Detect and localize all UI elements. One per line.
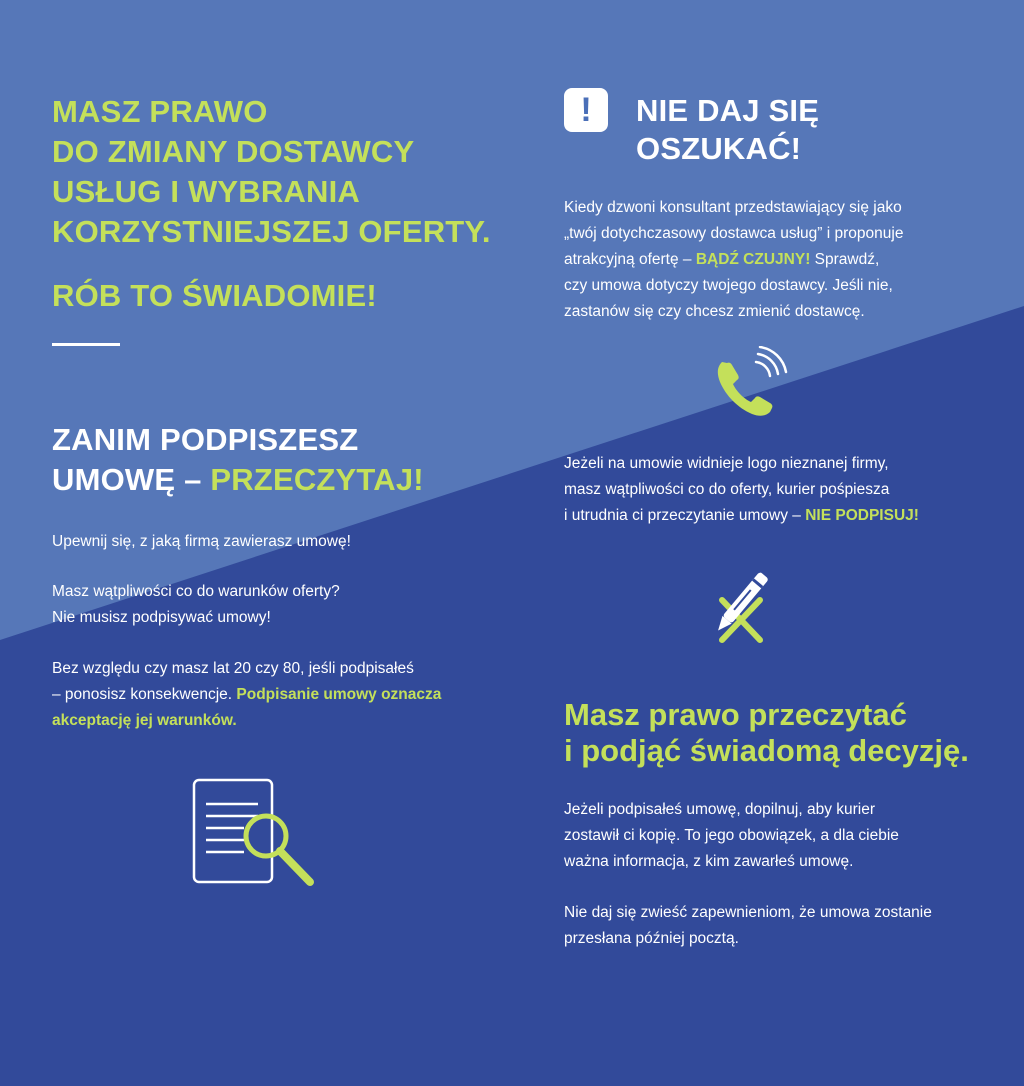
section-title — [52, 420, 424, 500]
slogan: RÓB TO ŚWIADOMIE! — [52, 278, 377, 313]
main-headline — [52, 92, 512, 252]
headline-line: MASZ PRAWO — [52, 94, 268, 129]
paragraph-plain: Sprawdź, — [814, 251, 880, 268]
paragraph-line: masz wątpliwości co do oferty, kurier pośpiesza — [564, 481, 890, 498]
section-title-green: PRZECZYTAJ! — [210, 462, 424, 497]
scam-title — [636, 92, 819, 168]
alert-icon: ! — [564, 88, 608, 132]
paragraph-line: czy umowa dotyczy twojego dostawcy. Jeśli nie, — [564, 277, 893, 294]
paragraph-line: Jeżeli na umowie widnieje logo nieznanej firmy, — [564, 455, 889, 472]
paragraph-line: Kiedy dzwoni konsultant przedstawiający się jako — [564, 199, 902, 216]
phone-ringing-icon — [708, 346, 788, 426]
section-divider — [52, 343, 120, 346]
paragraph-line — [564, 503, 919, 529]
paragraph-highlight: BĄDŹ CZUJNY! — [695, 251, 811, 268]
document-search-icon — [186, 772, 326, 902]
pen-cross-icon — [702, 556, 792, 646]
paragraph-mail — [564, 900, 932, 952]
paragraph-highlight: akceptację jej warunków. — [52, 712, 237, 729]
section-title-line — [52, 460, 424, 500]
paragraph-plain: – ponosisz konsekwencje. — [52, 686, 233, 703]
headline-line: USŁUG I WYBRANIA — [52, 174, 361, 209]
section-title-white: UMOWĘ – — [52, 462, 202, 497]
section-title-line: ZANIM PODPISZESZ — [52, 422, 359, 457]
paragraph-line: Upewnij się, z jaką firmą zawierasz umowę! — [52, 533, 351, 550]
paragraph-copy — [564, 797, 899, 875]
paragraph-line: Jeżeli podpisałeś umowę, dopilnuj, aby kurier — [564, 801, 876, 818]
paragraph-line: Nie daj się zwieść zapewnieniom, że umowa zostanie — [564, 904, 932, 921]
rights-headline — [564, 697, 969, 769]
paragraph-company — [52, 529, 351, 555]
paragraph-line: przesłana później pocztą. — [564, 930, 739, 947]
paragraph-line: „twój dotychczasowy dostawca usług” i proponuje — [564, 225, 904, 242]
paragraph-highlight: NIE PODPISUJ! — [805, 507, 919, 524]
headline-line: DO ZMIANY DOSTAWCY — [52, 134, 415, 169]
paragraph-plain: i utrudnia ci przeczytanie umowy – — [564, 507, 801, 524]
paragraph-doubts — [52, 579, 340, 631]
headline-line: KORZYSTNIEJSZEJ OFERTY. — [52, 214, 491, 249]
paragraph-plain: atrakcyjną ofertę – — [564, 251, 692, 268]
rights-headline-line: Masz prawo przeczytać — [564, 697, 907, 732]
rights-headline-line: i podjąć świadomą decyzję. — [564, 733, 969, 768]
paragraph-line: ważna informacja, z kim zawarłeś umowę. — [564, 853, 854, 870]
paragraph-line: Masz wątpliwości co do warunków oferty? — [52, 583, 340, 600]
paragraph-line: Bez względu czy masz lat 20 czy 80, jeśli podpisałeś — [52, 660, 414, 677]
paragraph-consultant — [564, 195, 903, 325]
paragraph-unknown-company — [564, 451, 919, 529]
paragraph-line: Nie musisz podpisywać umowy! — [52, 609, 271, 626]
scam-title-line: NIE DAJ SIĘ — [636, 93, 820, 128]
paragraph-line: zastanów się czy chcesz zmienić dostawcę. — [564, 303, 865, 320]
scam-title-line: OSZUKAĆ! — [636, 131, 802, 166]
paragraph-line — [52, 682, 441, 708]
paragraph-line: zostawił ci kopię. To jego obowiązek, a dla ciebie — [564, 827, 899, 844]
paragraph-line — [564, 247, 903, 273]
paragraph-highlight: Podpisanie umowy oznacza — [236, 686, 442, 703]
paragraph-consequences — [52, 656, 441, 734]
